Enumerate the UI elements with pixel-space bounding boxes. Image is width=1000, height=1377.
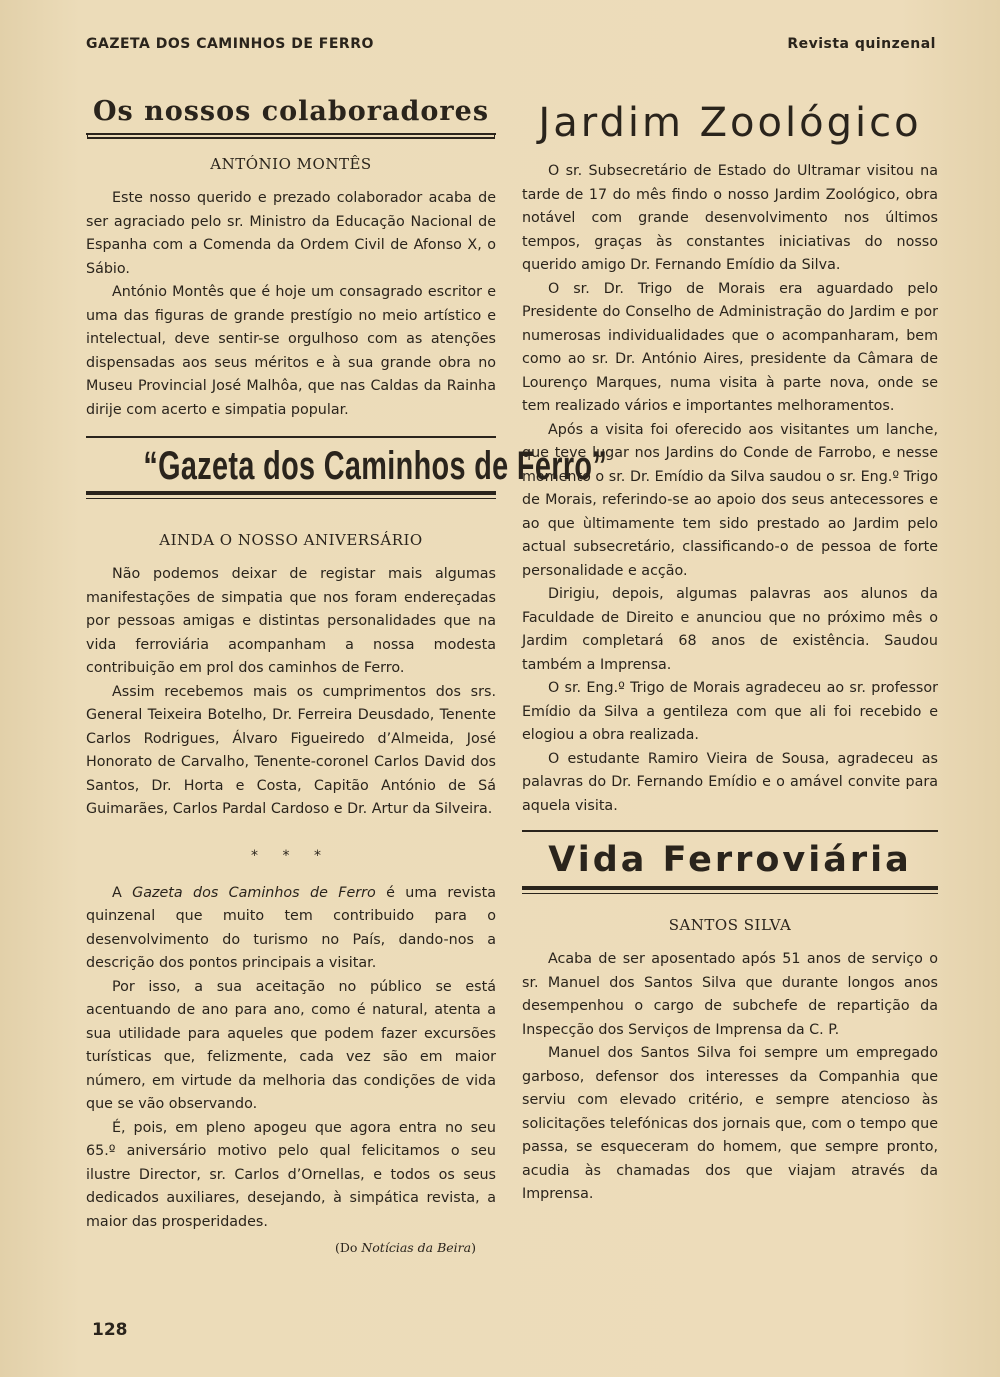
section-title-jardim: Jardim Zoológico [538,100,922,146]
left-column [86,92,608,1255]
right-column [522,92,938,1207]
divider [522,893,938,894]
running-header [86,36,936,60]
section-title-vida: Vida Ferroviária [548,840,912,880]
paragraph: Este nosso querido e prezado colaborador acaba de ser agraciado pelo sr. Ministro da Educação Nacional de Espanha com a Comenda da Ordem Civil de Afonso X, o Sábio. [86,190,496,277]
publication-frequency: Revista quinzenal [787,36,936,52]
byline-aniversario: AINDA O NOSSO ANIVERSÁRIO [159,531,423,549]
publication-title-italic: Gazeta dos Caminhos de Ferro [132,884,376,901]
byline-antonio-montes: ANTÓNIO MONTÊS [210,155,372,173]
divider [86,491,496,495]
paragraph: O sr. Subsecretário de Estado do Ultramar visitou na tarde de 17 do mês findo o nosso Jardim Zoológico, obra notável com grande desenvolvimento nos últimos tempos, graças às constantes iniciativas do nosso querido amigo Dr. Fernando Emídio da Silva. [522,163,938,273]
page-number: 128 [92,1320,128,1340]
paragraph: Após a visita foi oferecido aos visitantes um lanche, que teve lugar nos Jardins do Conde de Farrobo, e nesse momento o sr. Dr. Emídio da Silva saudou o sr. Eng.º Trigo de Morais, referindo-se ao apoio dos seus antecessores e ao que ùltimamente tem sido prestado ao Jardim pelo actual subsecretário, classificando-o de pessoa de forte personalidade e acção. [522,421,938,579]
paragraph: Assim recebemos mais os cumprimentos dos srs. General Teixeira Botelho, Dr. Ferreira Deusdado, Tenente Carlos Rodrigues, Álvaro Figueiredo d’Almeida, José Honorato de Carvalho, Tenente-coronel Carlos David dos Santos, Dr. Horta e Costa, Capitão António de Sá Guimarães, Carlos Pardal Cardoso e Dr. Artur da Silveira. [86,683,496,817]
text-run: é uma revista quinzenal que muito tem contribuido para o desenvolvimento do turismo no País, dando-nos a descrição dos pontos principais a visitar. [86,884,496,971]
divider [522,886,938,890]
text-run: ) [471,1240,476,1255]
divider [86,498,496,499]
section-title-colaboradores: Os nossos colaboradores [86,92,496,135]
paragraph: Acaba de ser aposentado após 51 anos de serviço o sr. Manuel dos Santos Silva que durante longos anos desempenhou o cargo de subchefe de repartição da Inspecção dos Serviços de Imprensa da C. P. [522,951,938,1038]
paragraph: É, pois, em pleno apogeu que agora entra no seu 65.º aniversário motivo pelo qual felicitamos o seu ilustre Director, sr. Carlos d’Ornellas, e todos os seus dedicados auxiliares, desejando, à simpática revista, a maior das prosperidades. [86,1119,496,1230]
publication-name: GAZETA DOS CAMINHOS DE FERRO [86,36,374,52]
paragraph: O estudante Ramiro Vieira de Sousa, agradeceu as palavras do Dr. Fernando Emídio e o amável convite para aquela visita. [522,750,938,814]
gazeta-title-box [86,436,608,507]
paragraph: Não podemos deixar de registar mais algumas manifestações de simpatia que nos foram endereçadas por pessoas amigas e distintas personalidades que na vida ferroviária acompanham a nossa modesta contribuição em prol dos caminhos de Ferro. [86,566,496,676]
text-run: A [112,884,133,901]
separator-stars: * * * [251,847,331,864]
paragraph: António Montês que é hoje um consagrado escritor e uma das figuras de grande prestígio no meio artístico e intelectual, deve sentir-se orgulhoso com as atenções dispensadas aos seus méritos e à sua grande obra no Museu Provincial José Malhôa, que nas Caldas da Rainha dirije com acerto e simpatia popular. [86,284,496,418]
paragraph: O sr. Dr. Trigo de Morais era aguardado pelo Presidente do Conselho de Administração do Jardim e por numerosas individualidades que o acompanharam, bem como ao sr. Dr. António Aires, presidente da Câmara de Lourenço Marques, numa visita à parte nova, onde se tem realizado vários e importantes melhoramentos. [522,280,938,414]
paragraph-gazeta-description [86,882,496,976]
paragraph: Manuel dos Santos Silva foi sempre um empregado garboso, defensor dos interesses da Companhia que serviu com elevado critério, e sempre atencioso às solicitações telefónicas dos jornais que, com o tempo que passa, se esqueceram do homem, que sempre pronto, acudia às chamadas dos que viajam através da Imprensa. [522,1045,938,1202]
text-run: (Do [334,1240,362,1255]
paragraph: Por isso, a sua aceitação no público se está acentuando de ano para ano, como é natural, atenta a sua utilidade para aqueles que podem fazer excursões turísticas que, felizmente, cada vez são em maior número, em virtude da melhoria das condições de vida que se vão observando. [86,978,496,1112]
vida-title-box [522,830,938,894]
attribution [86,1240,496,1255]
paragraph: O sr. Eng.º Trigo de Morais agradeceu ao sr. professor Emídio da Silva a gentileza com que ali foi recebido e elogiou a obra realizada. [522,680,938,743]
paragraph: Dirigiu, depois, algumas palavras aos alunos da Faculdade de Direito e anunciou que no próximo mês o Jardim completará 68 anos de existência. Saudou também a Imprensa. [522,586,938,673]
byline-santos-silva: SANTOS SILVA [668,916,792,934]
section-title-gazeta: “Gazeta dos Caminhos de Ferro” [143,444,608,488]
source-italic: Notícias da Beira [361,1240,472,1255]
